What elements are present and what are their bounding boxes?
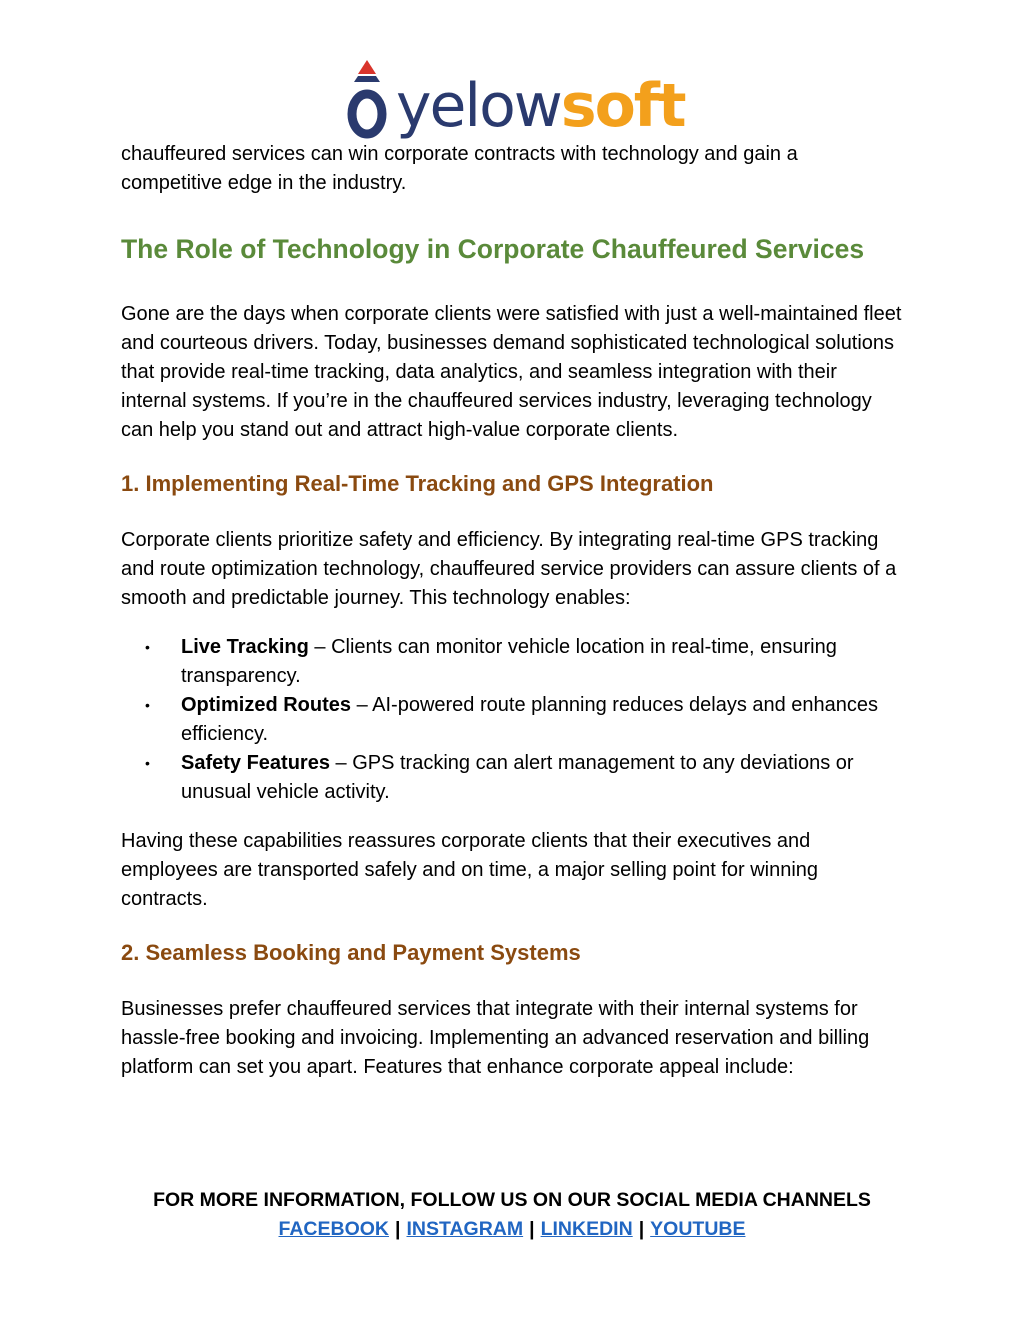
- social-links: [0, 1215, 1024, 1244]
- paragraph-intro-technology: Gone are the days when corporate clients were satisfied with just a well-maintained fleet and courteous drivers. Today, businesses demand sophisticated technological solutions that provide real-time tracking, data analytics, and seamless integration with their internal systems. If you’re in the chauffeured services industry, leveraging technology can help you stand out and attract high-value corporate clients.: [121, 303, 902, 441]
- bullet-icon: •: [145, 639, 150, 655]
- section-heading-booking: 2. Seamless Booking and Payment Systems: [121, 940, 581, 965]
- list-item-text: – AI-powered route planning reduces delays and enhances efficiency.: [181, 694, 879, 745]
- feature-list: [121, 633, 903, 807]
- list-item: [121, 749, 903, 807]
- facebook-link[interactable]: FACEBOOK: [278, 1218, 390, 1240]
- paragraph-booking: Businesses prefer chauffeured services that integrate with their internal systems for hassle-free booking and invoicing. Implementing an advanced reservation and billing platform can set you apart. Features that enhance corporate appeal include:: [121, 998, 870, 1078]
- link-separator: |: [395, 1218, 401, 1240]
- link-separator: |: [529, 1218, 535, 1240]
- intro-paragraph: chauffeured services can win corporate contracts with technology and gain a competitive edge in the industry.: [121, 143, 798, 194]
- linkedin-link[interactable]: LINKEDIN: [540, 1218, 633, 1240]
- logo-wordmark-soft: soft: [560, 71, 685, 141]
- list-item-text: – Clients can monitor vehicle location in real-time, ensuring transparency.: [181, 636, 837, 687]
- instagram-link[interactable]: INSTAGRAM: [406, 1218, 524, 1240]
- bullet-icon: •: [145, 755, 150, 771]
- yelowsoft-logo: [346, 56, 686, 142]
- logo-mark-icon: [346, 58, 388, 142]
- section-heading-tracking: 1. Implementing Real-Time Tracking and GPS Integration: [121, 471, 714, 496]
- footer-text: FOR MORE INFORMATION, FOLLOW US ON OUR SOCIAL MEDIA CHANNELS: [153, 1189, 871, 1211]
- page-title: The Role of Technology in Corporate Chauffeured Services: [121, 234, 865, 264]
- document-body: [121, 140, 903, 1106]
- list-item: [121, 633, 903, 691]
- list-item-text: – GPS tracking can alert management to any deviations or unusual vehicle activity.: [181, 752, 854, 803]
- paragraph-tracking-closing: Having these capabilities reassures corporate clients that their executives and employees are transported safely and on time, a major selling point for winning contracts.: [121, 830, 819, 910]
- paragraph-tracking: Corporate clients prioritize safety and efficiency. By integrating real-time GPS tracking and route optimization technology, chauffeured service providers can assure clients of a smooth and predictable journey. This technology enables:: [121, 529, 897, 609]
- list-item-term: Safety Features: [181, 752, 330, 774]
- footer: [0, 1186, 1024, 1244]
- bullet-icon: •: [145, 697, 150, 713]
- link-separator: |: [638, 1218, 645, 1240]
- list-item-term: Optimized Routes: [181, 694, 352, 716]
- list-item-term: Live Tracking: [181, 636, 309, 658]
- youtube-link[interactable]: YOUTUBE: [650, 1218, 746, 1240]
- logo-wordmark: [396, 71, 685, 141]
- list-item: [121, 691, 903, 749]
- logo-wordmark-yelow: yelow: [396, 71, 561, 141]
